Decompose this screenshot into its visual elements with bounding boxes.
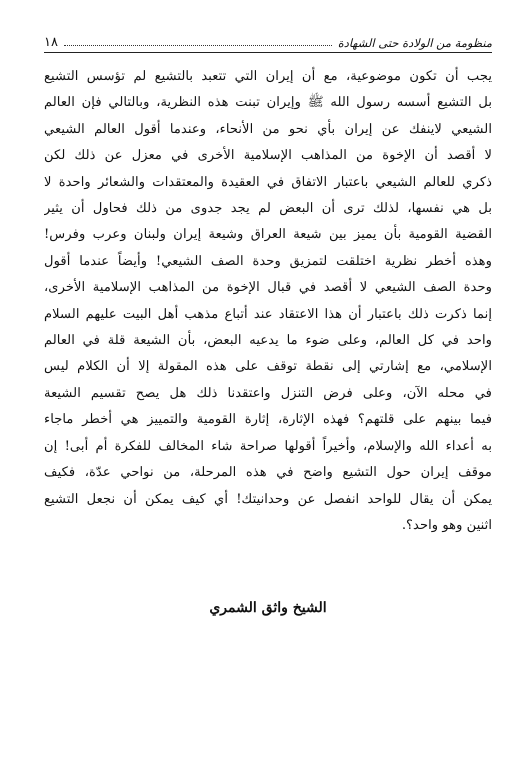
body-line: موقف إيران حول التشيع واضح في هذه المرحلة، من نواحي عدّة، فكيف (44, 465, 492, 481)
running-title: منظومة من الولادة حتى الشهادة (337, 36, 492, 50)
body-line: وهذه أخطر نظرية اختلقت لتمزيق وحدة الصف الشيعي! وأيضاً عندما أقول (44, 253, 492, 269)
body-line: به أعداء الله والإسلام، وأخيراً أقولها صراحة شاء المخالف للفكرة أم أبى! إن (44, 438, 492, 454)
body-text (44, 64, 492, 539)
header-dot-leader (64, 45, 332, 46)
body-line: اثنين وهو واحد؟. (401, 517, 492, 533)
body-line: الشيعي لاينفك عن إيران بأي نحو من الأنحاء، وعندما أقول العالم الشيعي (44, 121, 492, 137)
body-line: الإسلامي، مع إشارتي إلى نقطة توقف على هذه المقولة إلا أن الكلام ليس (44, 359, 492, 375)
author-signature: الشيخ واثق الشمري (209, 600, 327, 616)
body-line: يجب أن تكون موضوعية، مع أن إيران التي تتعبد بالتشيع لم تؤسس التشيع (44, 69, 492, 84)
body-line: القضية القومية بأن يميز بين شيعة العراق وشيعة إيران ولبنان وعرب وفرس! (44, 227, 492, 243)
running-header (44, 30, 492, 50)
body-line: فيما بينهم على قلتهم؟ فهذه الإثارة، إثارة القومية والتمييز هي أخطر ماجاء (44, 412, 492, 428)
body-line: ذكري للعالم الشيعي باعتبار الاتفاق في العقيدة والمعتقدات والشعائر واحدة لا (44, 174, 492, 190)
body-line: بل هي نفسها، لذلك ترى أن البعض لم يجد جدوى من ذلك فحاول أن يثير (44, 201, 492, 217)
body-line: واحد في كل العالم، وعلى ضوء ما يدعيه البعض، بأن الشيعة قلة في العالم (44, 333, 492, 349)
page-number: ١٨ (44, 35, 58, 50)
body-line: لا أقصد أن الإخوة من المذاهب الإسلامية الأخرى في معزل عن ذلك لكن (44, 148, 492, 164)
body-line: وحدة الصف الشيعي لا أقصد في قبال الإخوة من المذاهب الإسلامية الأخرى، (44, 280, 492, 296)
body-line: يمكن أن يقال للواحد انفصل عن وحدانيتك! أي كيف يمكن أن نجعل التشيع (44, 491, 492, 507)
body-line: إنما ذكرت ذلك باعتبار أن هذا الاعتقاد عند أتباع مذهب أهل البيت عليهم السلام (44, 306, 492, 322)
header-rule (44, 52, 492, 53)
body-line: بل التشيع أسسه رسول الله ﷺ وإيران تبنت هذه النظرية، وبالتالي فإن العالم (44, 95, 492, 111)
body-line: في محله الآن، وعلى فرض التنزل واعتقدنا ذلك هل يصح تقسيم الشيعة (44, 385, 492, 401)
